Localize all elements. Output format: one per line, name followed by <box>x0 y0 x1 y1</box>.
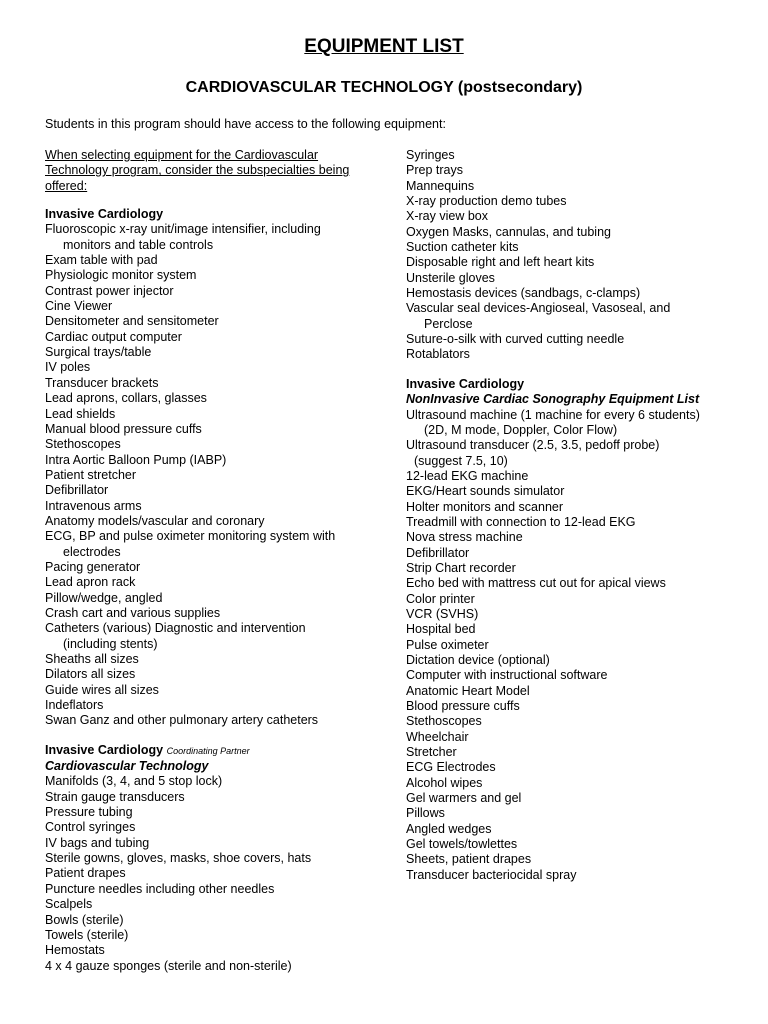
list-item: Mannequins <box>406 178 475 193</box>
list-item: Stretcher <box>406 745 457 760</box>
list-item: 4 x 4 gauze sponges (sterile and non-sterile) <box>45 958 292 973</box>
list-item: (suggest 7.5, 10) <box>414 453 508 468</box>
list-item: 12-lead EKG machine <box>406 468 529 483</box>
list-item: Suture-o-silk with curved cutting needle <box>406 332 625 347</box>
list-item: Pillow/wedge, angled <box>45 590 163 605</box>
list-item: Scalpels <box>45 897 93 912</box>
partner-subheading: Cardiovascular Technology <box>45 759 209 774</box>
intro-text: Students in this program should have access to the following equipment: <box>45 117 446 131</box>
list-item: ECG, BP and pulse oximeter monitoring system with <box>45 529 336 544</box>
list-item: Densitometer and sensitometer <box>45 314 219 329</box>
list-item: Intra Aortic Balloon Pump (IABP) <box>45 452 227 467</box>
list-item: Stethoscopes <box>45 437 121 452</box>
list-item: IV bags and tubing <box>45 835 150 850</box>
list-item: Cine Viewer <box>45 299 113 314</box>
list-item: Ultrasound machine (1 machine for every 6 students) <box>406 407 700 422</box>
noninvasive-heading: NonInvasive Cardiac Sonography Equipment List <box>406 392 700 407</box>
list-item: Bowls (sterile) <box>45 912 124 927</box>
partner-tag: Coordinating Partner <box>166 745 250 756</box>
left-column <box>45 148 365 974</box>
list-item: Computer with instructional software <box>406 668 608 683</box>
list-item: Stethoscopes <box>406 714 482 729</box>
list-item: Suction catheter kits <box>406 240 519 255</box>
list-item: EKG/Heart sounds simulator <box>406 484 565 499</box>
list-item: ECG Electrodes <box>406 760 496 775</box>
list-item: Disposable right and left heart kits <box>406 255 595 270</box>
list-item: Lead apron rack <box>45 575 136 590</box>
right-invasive-heading: Invasive Cardiology <box>406 376 525 391</box>
list-item: Lead aprons, collars, glasses <box>45 391 207 406</box>
list-item: Intravenous arms <box>45 498 142 513</box>
list-item: Alcohol wipes <box>406 775 483 790</box>
list-item: Treadmill with connection to 12-lead EKG <box>406 514 636 529</box>
list-item: X-ray view box <box>406 209 488 224</box>
list-item: Swan Ganz and other pulmonary artery catheters <box>45 713 319 728</box>
list-item: IV poles <box>45 360 91 375</box>
partner-heading-line <box>45 743 365 759</box>
partner-heading: Invasive Cardiology <box>45 742 164 757</box>
selection-note: When selecting equipment for the Cardiovascular Technology program, consider the subspecialties being offered: <box>45 148 350 193</box>
list-item: monitors and table controls <box>63 237 214 252</box>
list-item: Cardiac output computer <box>45 329 182 344</box>
list-item: Physiologic monitor system <box>45 268 197 283</box>
list-item: (including stents) <box>63 636 158 651</box>
list-item: Pacing generator <box>45 559 141 574</box>
list-item: Sterile gowns, gloves, masks, shoe covers, hats <box>45 851 312 866</box>
list-item: Patient drapes <box>45 866 126 881</box>
list-item: Anatomic Heart Model <box>406 683 530 698</box>
list-item: Surgical trays/table <box>45 345 152 360</box>
list-item: Fluoroscopic x-ray unit/image intensifier, including <box>45 222 321 237</box>
list-item: Dilators all sizes <box>45 667 136 682</box>
list-item: Echo bed with mattress cut out for apical views <box>406 576 666 591</box>
list-item: Sheaths all sizes <box>45 652 139 666</box>
list-item: Strain gauge transducers <box>45 789 185 804</box>
list-item: Transducer brackets <box>45 375 159 390</box>
invasive-heading: Invasive Cardiology <box>45 207 164 222</box>
list-item: Hospital bed <box>406 622 476 637</box>
list-item: Hemostasis devices (sandbags, c-clamps) <box>406 286 641 301</box>
list-item: Prep trays <box>406 163 463 178</box>
list-item: Nova stress machine <box>406 530 523 545</box>
list-item: Puncture needles including other needles <box>45 881 275 896</box>
page-subtitle: CARDIOVASCULAR TECHNOLOGY (postsecondary) <box>185 79 583 96</box>
list-item: Syringes <box>406 148 455 162</box>
list-item: Oxygen Masks, cannulas, and tubing <box>406 224 611 239</box>
list-item: Exam table with pad <box>45 253 158 268</box>
list-item: X-ray production demo tubes <box>406 194 567 209</box>
list-item: Gel warmers and gel <box>406 791 522 806</box>
list-item: Crash cart and various supplies <box>45 605 221 620</box>
list-item: Lead shields <box>45 406 116 421</box>
list-item: Control syringes <box>45 820 136 835</box>
list-item: Color printer <box>406 591 475 606</box>
list-item: Contrast power injector <box>45 283 174 298</box>
list-item: Gel towels/towlettes <box>406 837 518 852</box>
list-item: Rotablators <box>406 347 470 362</box>
list-item: Defibrillator <box>406 545 470 560</box>
list-item: Blood pressure cuffs <box>406 699 520 714</box>
list-item: Manifolds (3, 4, and 5 stop lock) <box>45 774 223 789</box>
list-item: Manual blood pressure cuffs <box>45 421 202 436</box>
list-item: (2D, M mode, Doppler, Color Flow) <box>424 422 618 437</box>
list-item: Sheets, patient drapes <box>406 852 532 867</box>
list-item: Indeflators <box>45 698 104 713</box>
list-item: Anatomy models/vascular and coronary <box>45 513 265 528</box>
list-item: Guide wires all sizes <box>45 682 159 697</box>
list-item: Defibrillator <box>45 483 109 498</box>
list-item: Pulse oximeter <box>406 637 489 652</box>
list-item: Holter monitors and scanner <box>406 499 564 514</box>
list-item: Patient stretcher <box>45 467 137 482</box>
right-column <box>406 148 736 883</box>
page-title: EQUIPMENT LIST <box>304 36 464 57</box>
list-item: Unsterile gloves <box>406 270 495 285</box>
list-item: Catheters (various) Diagnostic and intervention <box>45 621 306 636</box>
list-item: Pressure tubing <box>45 805 133 820</box>
list-item: VCR (SVHS) <box>406 606 479 621</box>
list-item: Pillows <box>406 806 445 821</box>
list-item: electrodes <box>63 544 121 559</box>
list-item: Transducer bacteriocidal spray <box>406 867 577 882</box>
list-item: Angled wedges <box>406 821 492 836</box>
list-item: Dictation device (optional) <box>406 653 550 667</box>
list-item: Perclose <box>424 316 473 331</box>
list-item: Strip Chart recorder <box>406 560 516 575</box>
list-item: Vascular seal devices-Angioseal, Vasoseal, and <box>406 301 671 316</box>
list-item: Ultrasound transducer (2.5, 3.5, pedoff probe) <box>406 438 660 453</box>
list-item: Towels (sterile) <box>45 927 129 942</box>
list-item: Wheelchair <box>406 729 469 744</box>
list-item: Hemostats <box>45 943 105 958</box>
